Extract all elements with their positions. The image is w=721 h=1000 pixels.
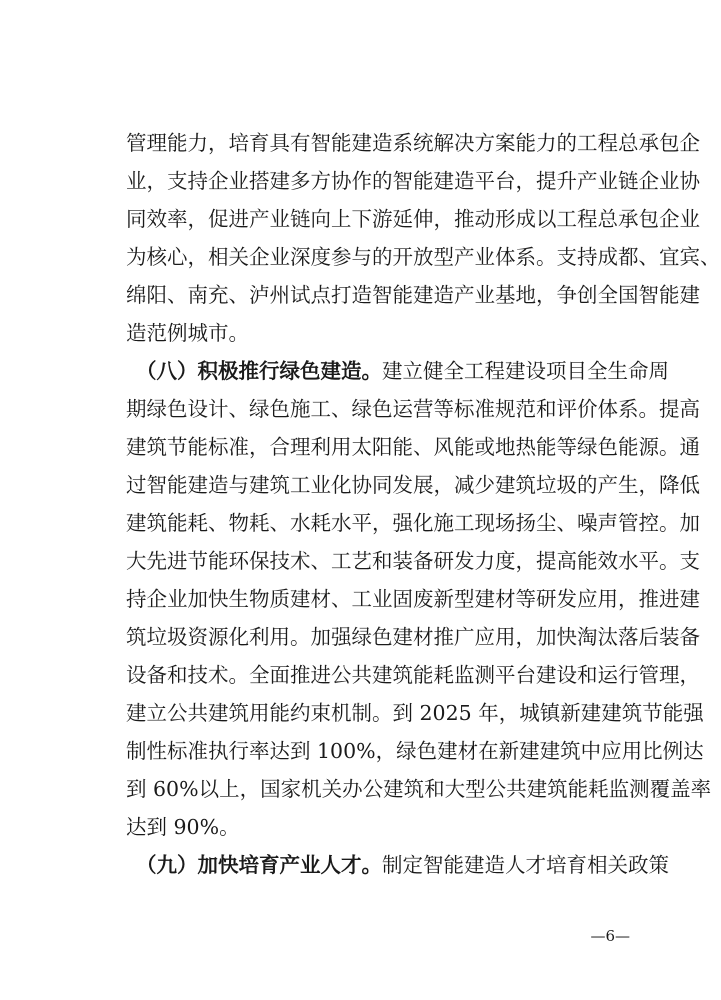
paragraph-line: 为核心，相关企业深度参与的开放型产业体系。支持成都、宜宾、 xyxy=(126,245,721,269)
paragraph-line: 建筑能耗、物耗、水耗水平，强化施工现场扬尘、噪声管控。加 xyxy=(126,511,700,535)
paragraph-line: 大先进节能环保技术、工艺和装备研发力度，提高能效水平。支 xyxy=(126,549,700,573)
section-8-first-line xyxy=(136,352,669,390)
page-number: —6— xyxy=(590,927,630,945)
paragraph-line: 持企业加快生物质建材、工业固废新型建材等研发应用，推进建 xyxy=(126,587,700,611)
paragraph-line: 业，支持企业搭建多方协作的智能建造平台，提升产业链企业协 xyxy=(126,169,700,193)
paragraph-line: 建立公共建筑用能约束机制。到 2025 年，城镇新建建筑节能强 xyxy=(126,701,704,725)
paragraph-line: 管理能力，培育具有智能建造系统解决方案能力的工程总承包企 xyxy=(126,131,700,155)
paragraph-line: 设备和技术。全面推进公共建筑能耗监测平台建设和运行管理， xyxy=(126,663,700,687)
paragraph-line: 期绿色设计、绿色施工、绿色运营等标准规范和评价体系。提高 xyxy=(126,397,700,421)
paragraph-line: 过智能建造与建筑工业化协同发展，减少建筑垃圾的产生，降低 xyxy=(126,473,700,497)
section-8-first-line-text: 建立健全工程建设项目全生命周 xyxy=(382,359,669,383)
paragraph-line: 绵阳、南充、泸州试点打造智能建造产业基地，争创全国智能建 xyxy=(126,283,700,307)
paragraph-line: 同效率，促进产业链向上下游延伸，推动形成以工程总承包企业 xyxy=(126,207,700,231)
section-9-first-line-text: 制定智能建造人才培育相关政策 xyxy=(382,853,669,877)
section-9-heading: （九）加快培育产业人才。 xyxy=(136,853,382,877)
paragraph-line: 到 60%以上，国家机关办公建筑和大型公共建筑能耗监测覆盖率 xyxy=(126,777,712,801)
section-9-first-line xyxy=(136,846,669,884)
section-8-heading: （八）积极推行绿色建造。 xyxy=(136,359,382,383)
paragraph-line: 制性标准执行率达到 100%，绿色建材在新建建筑中应用比例达 xyxy=(126,739,704,763)
paragraph-line: 造范例城市。 xyxy=(126,321,249,345)
paragraph-line: 达到 90%。 xyxy=(126,815,240,839)
paragraph-line: 筑垃圾资源化利用。加强绿色建材推广应用，加快淘汰落后装备 xyxy=(126,625,700,649)
paragraph-line: 建筑节能标准，合理利用太阳能、风能或地热能等绿色能源。通 xyxy=(126,435,700,459)
